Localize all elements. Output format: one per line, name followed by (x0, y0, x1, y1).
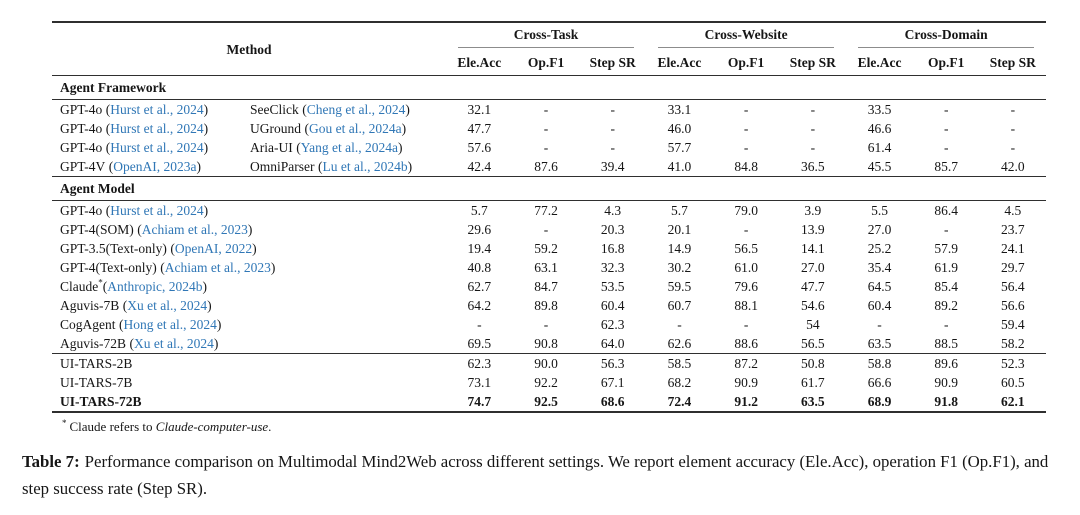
method-name: Aguvis-7B (60, 298, 120, 313)
metric-value: 74.7 (467, 394, 492, 409)
framework-cell (242, 100, 446, 120)
close-paren: ) (407, 159, 413, 174)
metric-value: 77.2 (534, 203, 558, 218)
table-row (52, 277, 1046, 296)
metric-value: - (810, 102, 816, 117)
col-op-f1-cross-website: Op.F1 (713, 50, 780, 76)
metric-value: 92.5 (534, 394, 558, 409)
metric-value: 84.8 (734, 159, 758, 174)
citation-link[interactable]: Hong et al., 2024 (123, 317, 217, 332)
caption-text: Performance comparison on Multimodal Mind2Web across different settings. We report element accuracy (Ele.Acc), operation F1 (Op.F1), and step success rate (Step SR). (22, 452, 1049, 498)
method-name: SeeClick (250, 102, 299, 117)
method-name: GPT-4o (60, 140, 103, 155)
metric-value: 79.0 (734, 203, 758, 218)
table-row (52, 157, 1046, 177)
metric-value: - (677, 317, 682, 332)
framework-cell (242, 157, 446, 177)
metric-value: 32.3 (600, 260, 625, 275)
metric-value: 91.8 (934, 394, 959, 409)
model-cell (52, 258, 446, 277)
col-step-sr-cross-website: Step SR (779, 50, 846, 76)
metric-value: 4.3 (604, 203, 622, 218)
model-cell (52, 119, 242, 138)
column-group-cross-task (446, 22, 646, 50)
citation-link[interactable]: Hurst et al., 2024 (110, 140, 204, 155)
citation-link[interactable]: Hurst et al., 2024 (110, 102, 204, 117)
metric-value: 56.4 (1001, 279, 1025, 294)
metric-value: 67.1 (600, 375, 625, 390)
metric-value: 62.3 (446, 354, 513, 374)
metric-value: 39.4 (600, 159, 625, 174)
table-row (52, 315, 1046, 334)
metric-value: - (743, 121, 749, 136)
method-name: GPT-4o (60, 203, 103, 218)
metric-value: 61.7 (801, 375, 825, 390)
metric-value: 79.6 (734, 279, 758, 294)
metric-value: - (743, 102, 749, 117)
open-paren: ( (170, 241, 175, 256)
section-header-agent-model: Agent Model (52, 177, 1046, 201)
metric-value: 52.3 (980, 354, 1047, 374)
metric-value: - (810, 121, 816, 136)
metric-value: 59.5 (667, 279, 692, 294)
close-paren: ) (203, 140, 209, 155)
metric-value: 85.7 (934, 159, 959, 174)
close-paren: ) (270, 260, 276, 275)
metric-value: 42.0 (1001, 159, 1025, 174)
metric-value: 29.6 (467, 222, 492, 237)
model-cell (52, 277, 446, 296)
results-table-zone (52, 21, 1046, 435)
close-paren: ) (216, 317, 222, 332)
metric-value: - (1010, 121, 1016, 136)
citation-link[interactable]: Yang et al., 2024a (300, 140, 398, 155)
citation-link[interactable]: Xu et al., 2024 (127, 298, 208, 313)
metric-value: 4.5 (1004, 203, 1022, 218)
metric-value: 68.2 (667, 375, 692, 390)
metric-value: 27.0 (801, 260, 825, 275)
method-name: Aria-UI (250, 140, 293, 155)
metric-value: 69.5 (467, 336, 492, 351)
citation-link[interactable]: Xu et al., 2024 (134, 336, 214, 351)
metric-value: 86.4 (934, 203, 959, 218)
metric-value: - (1010, 102, 1016, 117)
metric-value: 32.1 (467, 102, 492, 117)
citation-link[interactable]: Anthropic, 2024b (107, 279, 203, 294)
metric-value: 59.4 (1001, 317, 1025, 332)
footnote-italic-term: Claude-computer-use (155, 419, 269, 434)
metric-value: 63.5 (867, 336, 892, 351)
close-paren: ) (213, 336, 219, 351)
table-row (52, 258, 1046, 277)
metric-value: 56.5 (734, 241, 758, 256)
model-cell (52, 100, 242, 120)
mind2web-results-table (52, 21, 1046, 413)
metric-value: 27.0 (867, 222, 892, 237)
metric-value: 89.6 (913, 354, 980, 374)
metric-value: 61.4 (867, 140, 892, 155)
metric-value: 89.8 (534, 298, 558, 313)
table-caption (22, 448, 1060, 502)
metric-value: 84.7 (534, 279, 558, 294)
method-name: GPT-4(SOM) (60, 222, 134, 237)
metric-value: 5.7 (671, 203, 688, 218)
method-name: GPT-4V (60, 159, 106, 174)
close-paren: ) (196, 159, 201, 174)
metric-value: 54 (806, 317, 820, 332)
method-name: UI-TARS-7B (60, 375, 133, 390)
column-group-cross-domain (846, 22, 1046, 50)
close-paren: ) (203, 203, 209, 218)
metric-value: - (943, 222, 949, 237)
metric-value: 42.4 (467, 159, 492, 174)
metric-value: 62.1 (1001, 394, 1025, 409)
col-step-sr-cross-domain: Step SR (980, 50, 1047, 76)
open-paren: ( (105, 140, 111, 155)
metric-value: 60.5 (1001, 375, 1025, 390)
col-op-f1-cross-domain: Op.F1 (913, 50, 980, 76)
metric-value: 73.1 (467, 375, 492, 390)
table-row (52, 296, 1046, 315)
open-paren: ( (129, 336, 135, 351)
close-paren: ) (401, 121, 407, 136)
metric-value: 64.2 (467, 298, 492, 313)
col-ele-acc-cross-domain: Ele.Acc (846, 50, 913, 76)
metric-value: 45.5 (867, 159, 892, 174)
metric-value: 36.5 (801, 159, 825, 174)
metric-value: 62.3 (600, 317, 625, 332)
open-paren: ( (304, 121, 309, 136)
metric-value: 64.5 (867, 279, 892, 294)
metric-value: - (743, 317, 749, 332)
metric-value: 40.8 (467, 260, 492, 275)
metric-value: 58.8 (846, 354, 913, 374)
footnote-marker: * (62, 417, 67, 428)
metric-value: 56.6 (1001, 298, 1025, 313)
metric-value: 53.5 (600, 279, 625, 294)
table-footnote (52, 419, 1046, 435)
metric-value: 62.6 (667, 336, 692, 351)
open-paren: ( (119, 317, 124, 332)
metric-value: 5.5 (871, 203, 888, 218)
open-paren: ( (302, 102, 307, 117)
metric-value: - (743, 222, 749, 237)
open-paren: ( (296, 140, 301, 155)
metric-value: 57.9 (934, 241, 959, 256)
open-paren: ( (137, 222, 142, 237)
model-cell (52, 296, 446, 315)
metric-value: 13.9 (801, 222, 825, 237)
metric-value: - (943, 121, 949, 136)
metric-value: 58.2 (1001, 336, 1025, 351)
method-name: GPT-4o (60, 102, 103, 117)
table-row (52, 373, 1046, 392)
metric-value: 89.2 (934, 298, 959, 313)
metric-value: 61.0 (734, 260, 758, 275)
open-paren: ( (160, 260, 165, 275)
model-cell (52, 201, 446, 221)
metric-value: - (943, 102, 949, 117)
metric-value: 54.6 (801, 298, 825, 313)
metric-value: - (943, 140, 949, 155)
model-cell (52, 354, 446, 374)
metric-value: 60.7 (667, 298, 692, 313)
metric-value: 14.1 (801, 241, 825, 256)
framework-cell (242, 138, 446, 157)
metric-value: 63.1 (534, 260, 558, 275)
table-row (52, 201, 1046, 221)
open-paren: ( (105, 102, 111, 117)
metric-value: 5.7 (470, 203, 488, 218)
metric-value: 90.0 (513, 354, 580, 374)
model-cell (52, 138, 242, 157)
table-row (52, 354, 1046, 374)
table-row (52, 138, 1046, 157)
close-paren: ) (397, 140, 403, 155)
metric-value: 57.7 (667, 140, 692, 155)
open-paren: ( (318, 159, 323, 174)
citation-link[interactable]: Gou et al., 2024a (309, 121, 402, 136)
citation-link[interactable]: OpenAI, 2022 (174, 241, 253, 256)
method-name: UI-TARS-2B (60, 356, 133, 371)
citation-link[interactable]: Achiam et al., 2023 (164, 260, 271, 275)
metric-value: 25.2 (867, 241, 892, 256)
model-cell (52, 392, 446, 412)
metric-value: 85.4 (934, 279, 959, 294)
metric-value: - (610, 102, 615, 117)
metric-value: 88.1 (734, 298, 758, 313)
col-ele-acc-cross-website: Ele.Acc (646, 50, 713, 76)
metric-value: - (543, 121, 549, 136)
close-paren: ) (203, 121, 209, 136)
metric-value: 57.6 (467, 140, 492, 155)
open-paren: ( (122, 298, 128, 313)
citation-link[interactable]: Cheng et al., 2024 (306, 102, 406, 117)
model-cell (52, 239, 446, 258)
table-row (52, 334, 1046, 354)
metric-value: - (610, 140, 615, 155)
citation-link[interactable]: OpenAI, 2023a (113, 159, 197, 174)
column-header-method: Method (226, 41, 272, 57)
metric-value: - (543, 317, 549, 332)
section-header-agent-framework: Agent Framework (52, 76, 1046, 100)
metric-value: - (543, 140, 549, 155)
metric-value: 87.2 (713, 354, 780, 374)
metric-value: - (877, 317, 882, 332)
metric-value: 33.5 (867, 102, 892, 117)
metric-value: - (743, 140, 749, 155)
section-row (52, 76, 1046, 100)
table-row (52, 119, 1046, 138)
metric-value: - (477, 317, 482, 332)
model-cell (52, 157, 242, 177)
model-cell (52, 334, 446, 354)
col-step-sr-cross-task: Step SR (579, 50, 646, 76)
metric-value: 20.1 (667, 222, 692, 237)
footnote-marker: * (98, 277, 103, 288)
col-ele-acc-cross-task: Ele.Acc (446, 50, 513, 76)
metric-value: - (610, 121, 615, 136)
metric-value: 30.2 (667, 260, 692, 275)
metric-value: 50.8 (779, 354, 846, 374)
metric-value: 90.9 (934, 375, 959, 390)
table-row (52, 392, 1046, 412)
col-op-f1-cross-task: Op.F1 (513, 50, 580, 76)
open-paren: ( (102, 279, 108, 294)
group-label-cross-task: Cross-Task (458, 25, 634, 48)
metric-value: 64.0 (600, 336, 625, 351)
metric-value: 19.4 (467, 241, 492, 256)
metric-value: 68.6 (600, 394, 625, 409)
open-paren: ( (105, 121, 111, 136)
metric-value: 47.7 (467, 121, 492, 136)
metric-value: 47.7 (801, 279, 825, 294)
metric-value: 63.5 (801, 394, 825, 409)
metric-value: 68.9 (867, 394, 892, 409)
metric-value: - (1010, 140, 1016, 155)
table-row (52, 220, 1046, 239)
table-row (52, 100, 1046, 120)
method-name: CogAgent (60, 317, 116, 332)
section-row (52, 177, 1046, 201)
model-cell (52, 373, 446, 392)
metric-value: 91.2 (734, 394, 758, 409)
citation-link[interactable]: Hurst et al., 2024 (110, 203, 204, 218)
caption-label: Table 7: (22, 452, 80, 471)
metric-value: 72.4 (667, 394, 692, 409)
metric-value: 46.0 (667, 121, 692, 136)
method-name: UGround (250, 121, 301, 136)
table-row (52, 239, 1046, 258)
metric-value: 46.6 (867, 121, 892, 136)
metric-value: 41.0 (667, 159, 692, 174)
group-label-cross-website: Cross-Website (658, 25, 834, 48)
close-paren: ) (405, 102, 410, 117)
metric-value: 66.6 (867, 375, 892, 390)
metric-value: 61.9 (934, 260, 959, 275)
method-name: GPT-3.5(Text-only) (60, 241, 167, 256)
method-name: Claude (60, 279, 99, 294)
metric-value: 56.5 (801, 336, 825, 351)
method-name: Aguvis-72B (60, 336, 127, 351)
metric-value: 56.3 (579, 354, 646, 374)
group-label-cross-domain: Cross-Domain (858, 25, 1034, 48)
model-cell (52, 220, 446, 239)
metric-value: 35.4 (867, 260, 892, 275)
citation-link[interactable]: Hurst et al., 2024 (110, 121, 204, 136)
close-paren: ) (207, 298, 212, 313)
metric-value: - (943, 317, 949, 332)
metric-value: 62.7 (467, 279, 492, 294)
metric-value: - (810, 140, 816, 155)
metric-value: 59.2 (534, 241, 558, 256)
method-name: GPT-4o (60, 121, 103, 136)
metric-value: 92.2 (534, 375, 558, 390)
close-paren: ) (252, 241, 257, 256)
citation-link[interactable]: Achiam et al., 2023 (141, 222, 248, 237)
metric-value: 14.9 (667, 241, 692, 256)
close-paren: ) (247, 222, 253, 237)
method-name: UI-TARS-72B (60, 394, 142, 409)
method-name: OmniParser (250, 159, 315, 174)
close-paren: ) (203, 102, 209, 117)
footnote-text: Claude refers to (69, 419, 156, 434)
open-paren: ( (105, 203, 111, 218)
metric-value: 90.8 (534, 336, 558, 351)
metric-value: 16.8 (600, 241, 625, 256)
metric-value: 20.3 (600, 222, 625, 237)
citation-link[interactable]: Lu et al., 2024b (322, 159, 408, 174)
column-group-cross-website (646, 22, 846, 50)
metric-value: 3.9 (804, 203, 822, 218)
metric-value: 88.6 (734, 336, 758, 351)
metric-value: - (543, 102, 549, 117)
metric-value: 60.4 (600, 298, 625, 313)
footnote-period: . (268, 419, 272, 434)
metric-value: 60.4 (867, 298, 892, 313)
metric-value: 23.7 (1001, 222, 1025, 237)
model-cell (52, 315, 446, 334)
metric-value: 29.7 (1001, 260, 1025, 275)
framework-cell (242, 119, 446, 138)
metric-value: 24.1 (1001, 241, 1025, 256)
close-paren: ) (202, 279, 207, 294)
metric-value: 88.5 (934, 336, 959, 351)
metric-value: 33.1 (667, 102, 692, 117)
open-paren: ( (108, 159, 114, 174)
metric-value: 58.5 (646, 354, 713, 374)
method-name: GPT-4(Text-only) (60, 260, 157, 275)
metric-value: 87.6 (534, 159, 558, 174)
metric-value: - (543, 222, 549, 237)
metric-value: 90.9 (734, 375, 758, 390)
